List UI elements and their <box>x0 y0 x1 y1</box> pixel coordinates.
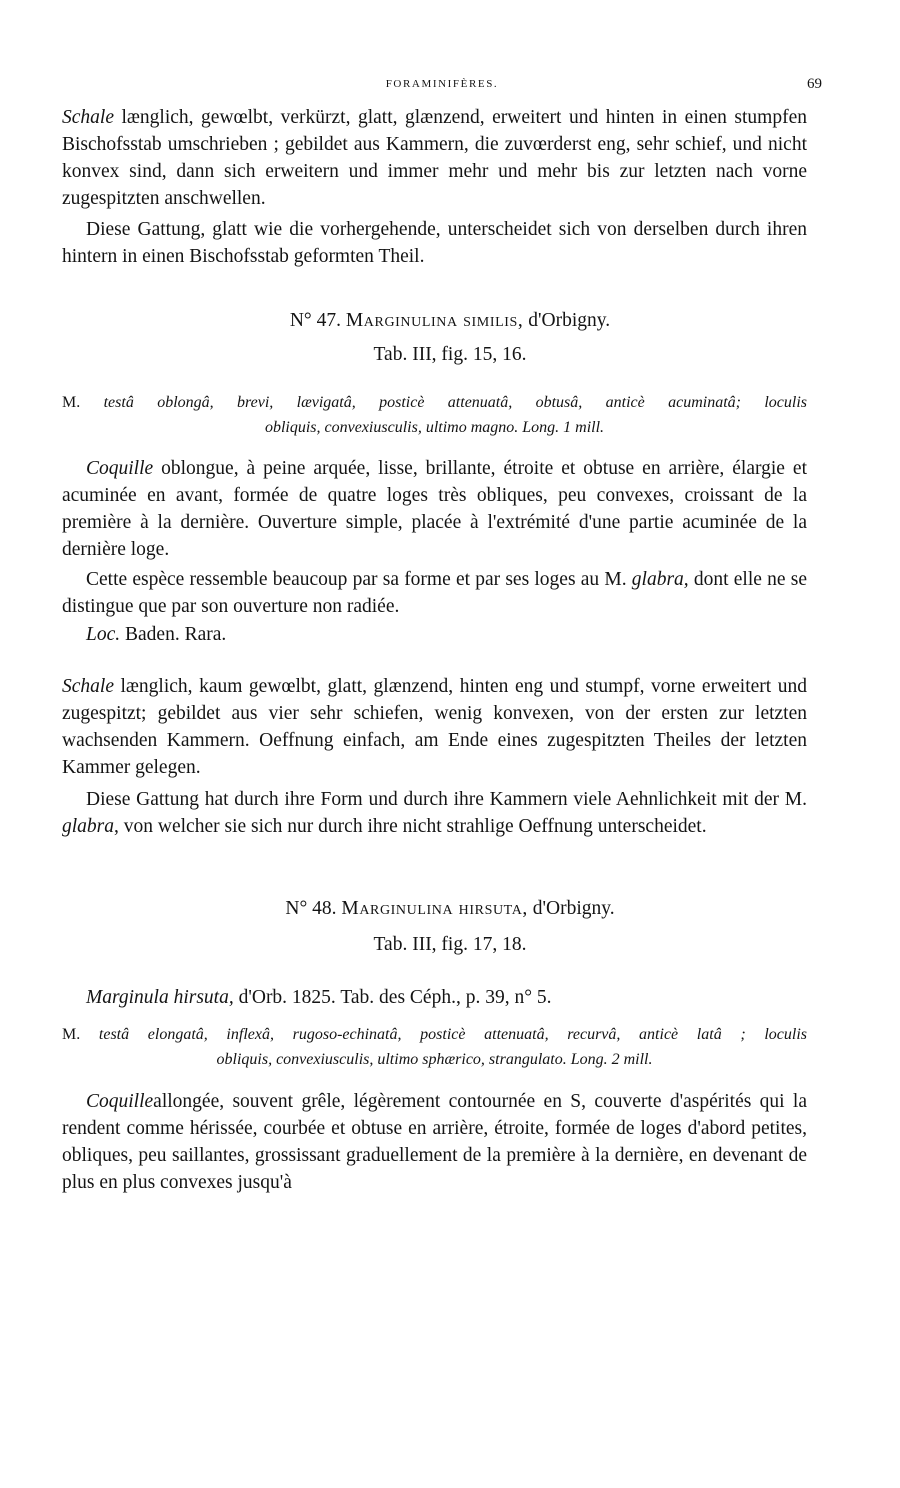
locality-text: Baden. Rara. <box>120 624 227 645</box>
paragraph-text: Cette espèce ressemble beaucoup par sa forme et par ses loges au M. <box>86 569 632 590</box>
page-number: 69 <box>807 76 822 92</box>
species-47-german-description <box>62 673 807 781</box>
lead-word: Schale <box>62 676 114 697</box>
diagnosis-line-2: obliquis, convexiusculis, ultimo magno. Long. 1 mill. <box>264 419 605 436</box>
plate-reference: Tab. III, fig. 17, 18. <box>373 934 527 955</box>
diagnosis-line-1: testâ oblongâ, brevi, lævigatâ, posticè attenuatâ, obtusâ, anticè acuminatâ; loculis <box>103 394 808 411</box>
paragraph-text: Diese Gattung hat durch ihre Form und durch ihre Kammern viele Aehnlichkeit mit der M. <box>86 789 807 810</box>
paragraph-text: dont elle ne se distingue que par son ouverture non radiée. <box>62 569 807 617</box>
species-author: d'Orbigny. <box>532 898 615 919</box>
synonym-reference: d'Orb. 1825. Tab. des Céph., p. 39, n° 5. <box>233 987 552 1008</box>
lead-word: Schale <box>62 107 114 128</box>
diagnosis-line-2: obliquis, convexiusculis, ultimo sphærico, strangulato. Long. 2 mill. <box>216 1051 653 1068</box>
species-48-plate-ref <box>0 932 900 958</box>
paragraph-text: , von welcher sie sich nur durch ihre nicht strahlige Oeffnung unterscheidet. <box>114 816 707 837</box>
german-genus-description <box>62 104 807 212</box>
lead-word: Coquille <box>86 458 154 479</box>
plate-reference: Tab. III, fig. 15, 16. <box>373 344 527 365</box>
paragraph-text: oblongue, à peine arquée, lisse, brillante, étroite et obtuse en arrière, élargie et acuminée en avant, formée de quatre loges très obliques, peu convexes, croissant de la première à la dernière. Ouverture simple, placée à l'extrémité d'une partie acuminée de la dernière loge. <box>62 458 807 560</box>
german-genus-remark <box>62 216 807 270</box>
synonym-name: Marginula hirsuta, <box>86 987 234 1008</box>
species-48-synonymy <box>62 984 807 1011</box>
species-47-heading <box>0 308 900 334</box>
species-48-latin-diagnosis <box>62 1022 807 1072</box>
paragraph-text: længlich, gewœlbt, verkürzt, glatt, glænzend, erweitert und hinten in einen stumpfen Bischofsstab umschrieben ; gebildet aus Kammern, die zuvœrderst eng, sehr schief, und nicht konvex sind, dann sich erweitern und immer mehr und mehr bis zur letzten nach vorne zugespitzten anschwellen. <box>62 107 807 209</box>
paragraph-text: allongée, souvent grêle, légèrement contournée en S, couverte d'aspérités qui la rendent comme hérissée, courbée et obtuse en arrière, étroite, formée de loges d'abord petites, obliques, peu saillantes, grossissant graduellement de la première à la dernière, en devenant de plus en plus convexes jusqu'à <box>62 1091 807 1193</box>
running-title: FORAMINIFÈRES. <box>385 78 499 90</box>
species-47-locality <box>62 621 807 648</box>
species-47-german-comparison <box>62 786 807 840</box>
species-ref: glabra, <box>631 569 689 590</box>
species-48-heading <box>0 896 900 922</box>
locality-label: Loc. <box>86 624 121 645</box>
paragraph-text: længlich, kaum gewœlbt, glatt, glænzend, hinten eng und stumpf, vorne erweitert und zugespitzt; gebildet aus vier sehr schiefen, wenig konvexen, von der ersten zur letzten wachsenden Kammern. Oeffnung einfach, am Ende eines zugespitzten Theiles der letzten Kammer gelegen. <box>62 676 807 778</box>
species-47-latin-diagnosis <box>62 390 807 440</box>
species-author: d'Orbigny. <box>528 310 611 331</box>
paragraph-text: Diese Gattung, glatt wie die vorhergehende, unterscheidet sich von derselben durch ihren hintern in einen Bischofsstab geformten Theil. <box>62 219 807 267</box>
diagnosis-m: M. <box>62 394 81 411</box>
species-name: Marginulina hirsuta, <box>341 898 528 919</box>
lead-word: Coquille <box>86 1091 154 1112</box>
species-48-french-description <box>62 1088 807 1196</box>
diagnosis-m: M. <box>62 1026 81 1043</box>
species-47-french-description <box>62 455 807 563</box>
page-header <box>62 78 822 98</box>
species-name: Marginulina similis, <box>345 310 524 331</box>
species-47-french-comparison <box>62 566 807 620</box>
species-number: N° 47. <box>289 310 341 331</box>
species-number: N° 48. <box>285 898 337 919</box>
species-ref: glabra <box>62 816 115 837</box>
species-47-plate-ref <box>0 342 900 368</box>
diagnosis-line-1: testâ elongatâ, inflexâ, rugoso-echinatâ, posticè attenuatâ, recurvâ, anticè latâ ; loculis <box>98 1026 808 1043</box>
